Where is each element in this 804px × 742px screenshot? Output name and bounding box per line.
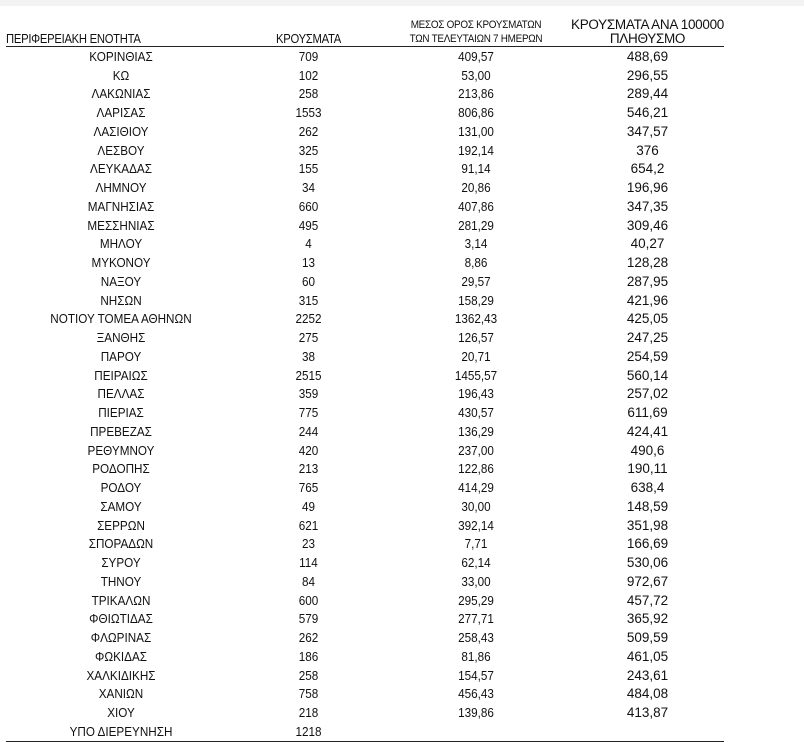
cell-per100k: 530,06 xyxy=(626,555,669,571)
header-per100k-line2: ΠΛΗΘΥΣΜΟ xyxy=(609,31,686,46)
cell-avg7: 29,57 xyxy=(461,273,491,289)
cell-per100k: 509,59 xyxy=(626,630,669,646)
cell-avg7: 1455,57 xyxy=(454,367,498,383)
table-row xyxy=(6,703,724,722)
cell-avg7: 392,14 xyxy=(458,517,494,533)
cell-cases: 315 xyxy=(298,292,319,308)
cell-avg7: 154,57 xyxy=(458,667,494,683)
cell-cases: 775 xyxy=(298,405,319,421)
table-row xyxy=(6,647,724,666)
cell-region: ΞΑΝΘΗΣ xyxy=(96,330,146,346)
cell-region: ΣΑΜΟΥ xyxy=(100,498,142,514)
cell-region: ΛΑΡΙΣΑΣ xyxy=(96,105,146,121)
cell-per100k: 309,46 xyxy=(626,217,669,233)
header-cases: ΚΡΟΥΣΜΑΤΑ xyxy=(275,32,341,46)
table-row xyxy=(6,610,724,629)
cell-per100k: 413,87 xyxy=(626,705,669,721)
table-row xyxy=(6,572,724,591)
table-row xyxy=(6,66,724,85)
cell-region: ΜΥΚΟΝΟΥ xyxy=(91,255,151,271)
table-row xyxy=(6,591,724,610)
cell-region: ΠΕΛΛΑΣ xyxy=(97,386,145,402)
table-row xyxy=(6,628,724,647)
table-row xyxy=(6,535,724,554)
cell-region: ΣΥΡΟΥ xyxy=(101,555,141,571)
cell-per100k: 148,59 xyxy=(626,498,669,514)
cell-per100k: 347,35 xyxy=(626,198,669,214)
cell-per100k: 257,02 xyxy=(626,386,669,402)
cell-region: ΝΟΤΙΟΥ ΤΟΜΕΑ ΑΘΗΝΩΝ xyxy=(50,311,192,327)
cell-per100k: 638,4 xyxy=(630,480,665,496)
cell-region: ΛΑΣΙΘΙΟΥ xyxy=(93,123,149,139)
cell-per100k: 254,59 xyxy=(626,348,669,364)
cell-per100k: 484,08 xyxy=(626,686,669,702)
cell-per100k: 287,95 xyxy=(626,273,669,289)
cell-region: ΥΠΟ ΔΙΕΡΕΥΝΗΣΗ xyxy=(69,723,173,739)
header-avg7-line2: ΤΩΝ ΤΕΛΕΥΤΑΙΩΝ 7 ΗΜΕΡΩΝ xyxy=(409,33,543,45)
cell-cases: 600 xyxy=(298,592,319,608)
cell-avg7: 456,43 xyxy=(458,686,494,702)
cell-region: ΜΑΓΝΗΣΙΑΣ xyxy=(87,198,155,214)
cell-avg7: 192,14 xyxy=(458,142,494,158)
cell-region: ΣΠΟΡΑΔΩΝ xyxy=(88,536,154,552)
cell-per100k: 421,96 xyxy=(626,292,669,308)
cell-avg7: 295,29 xyxy=(458,592,494,608)
cell-per100k: 351,98 xyxy=(626,517,669,533)
cell-per100k: 247,25 xyxy=(626,330,669,346)
table-row xyxy=(6,497,724,516)
table-row xyxy=(6,47,724,66)
cell-avg7: 414,29 xyxy=(458,480,494,496)
cell-per100k: 560,14 xyxy=(626,367,669,383)
cell-avg7: 407,86 xyxy=(458,198,494,214)
cell-cases: 213 xyxy=(298,461,319,477)
cell-cases: 262 xyxy=(298,123,319,139)
cell-region: ΠΕΙΡΑΙΩΣ xyxy=(94,367,148,383)
table-row xyxy=(6,553,724,572)
cell-cases: 258 xyxy=(298,667,319,683)
cell-per100k: 611,69 xyxy=(627,405,668,421)
table-row xyxy=(6,460,724,479)
header-per100k xyxy=(571,18,724,46)
cell-avg7: 126,57 xyxy=(458,330,494,346)
cell-cases: 1553 xyxy=(295,105,322,121)
cell-per100k: 196,96 xyxy=(626,180,669,196)
cell-per100k: 365,92 xyxy=(626,611,669,627)
cell-region: ΡΟΔΟΠΗΣ xyxy=(92,461,150,477)
table-row xyxy=(6,478,724,497)
table-row xyxy=(6,272,724,291)
cell-avg7: 20,86 xyxy=(461,180,491,196)
cell-cases: 102 xyxy=(298,67,319,83)
cell-per100k: 243,61 xyxy=(626,667,669,683)
table-row xyxy=(6,685,724,704)
cell-cases: 186 xyxy=(298,648,319,664)
cell-region: ΦΘΙΩΤΙΔΑΣ xyxy=(89,611,153,627)
header-avg7-line1: ΜΕΣΟΣ ΟΡΟΣ ΚΡΟΥΣΜΑΤΩΝ xyxy=(410,19,542,31)
cell-region: ΧΑΝΙΩΝ xyxy=(98,686,144,702)
cell-cases: 218 xyxy=(298,705,319,721)
cell-per100k: 376 xyxy=(636,142,659,158)
cell-per100k: 166,69 xyxy=(626,536,669,552)
table-row xyxy=(6,441,724,460)
cell-avg7: 213,86 xyxy=(458,86,494,102)
cell-region: ΤΡΙΚΑΛΩΝ xyxy=(91,592,151,608)
cell-per100k: 654,2 xyxy=(630,161,665,177)
cell-region: ΚΟΡΙΝΘΙΑΣ xyxy=(89,48,153,64)
cell-region: ΚΩ xyxy=(112,67,130,83)
cell-region: ΡΕΘΥΜΝΟΥ xyxy=(87,442,155,458)
cell-cases: 2252 xyxy=(295,311,322,327)
cell-avg7: 91,14 xyxy=(461,161,491,177)
cell-avg7: 196,43 xyxy=(458,386,494,402)
cell-avg7: 281,29 xyxy=(458,217,494,233)
cell-avg7: 1362,43 xyxy=(454,311,498,327)
header-avg7 xyxy=(391,18,562,46)
cell-region: ΦΩΚΙΔΑΣ xyxy=(94,648,147,664)
table-body xyxy=(6,47,724,742)
cell-avg7: 62,14 xyxy=(461,555,491,571)
cell-per100k: 40,27 xyxy=(630,236,665,252)
cell-avg7: 237,00 xyxy=(458,442,494,458)
cell-region: ΠΡΕΒΕΖΑΣ xyxy=(90,423,152,439)
table-row xyxy=(6,366,724,385)
cell-per100k: 425,05 xyxy=(626,311,669,327)
table-row xyxy=(6,160,724,179)
cell-avg7: 158,29 xyxy=(458,292,494,308)
cell-cases: 420 xyxy=(298,442,319,458)
cell-per100k: 461,05 xyxy=(626,648,669,664)
cell-cases: 84 xyxy=(301,573,316,589)
cell-cases: 621 xyxy=(298,517,319,533)
table-row xyxy=(6,122,724,141)
top-bar xyxy=(0,0,804,6)
cell-avg7: 30,00 xyxy=(461,498,491,514)
cell-avg7: 277,71 xyxy=(458,611,494,627)
cell-avg7: 131,00 xyxy=(458,123,494,139)
cell-avg7: 806,86 xyxy=(458,105,494,121)
cell-cases: 4 xyxy=(305,236,312,252)
cell-avg7: 430,57 xyxy=(458,405,494,421)
cell-per100k: 424,41 xyxy=(626,423,669,439)
table-row xyxy=(6,235,724,254)
cell-region: ΣΕΡΡΩΝ xyxy=(97,517,145,533)
header-region: ΠΕΡΙΦΕΡΕΙΑΚΗ ΕΝΟΤΗΤΑ xyxy=(6,32,141,46)
cell-cases: 359 xyxy=(298,386,319,402)
cell-avg7: 53,00 xyxy=(461,67,491,83)
cell-region: ΛΑΚΩΝΙΑΣ xyxy=(91,86,151,102)
cell-region: ΜΕΣΣΗΝΙΑΣ xyxy=(87,217,155,233)
cell-avg7: 3,14 xyxy=(464,236,488,252)
cell-cases: 325 xyxy=(298,142,319,158)
cell-avg7: 258,43 xyxy=(458,630,494,646)
table-row xyxy=(6,253,724,272)
cell-region: ΜΗΛΟΥ xyxy=(99,236,143,252)
table-row xyxy=(6,516,724,535)
cell-cases: 258 xyxy=(298,86,319,102)
cell-cases: 495 xyxy=(298,217,319,233)
cell-avg7: 139,86 xyxy=(458,705,494,721)
cell-cases: 49 xyxy=(301,498,316,514)
cell-per100k: 347,57 xyxy=(626,123,669,139)
cases-table xyxy=(6,10,724,742)
cell-region: ΧΙΟΥ xyxy=(107,705,135,721)
cell-per100k: 296,55 xyxy=(626,67,669,83)
table-row xyxy=(6,216,724,235)
cell-per100k: 289,44 xyxy=(626,86,669,102)
cell-cases: 38 xyxy=(301,348,316,364)
cell-region: ΤΗΝΟΥ xyxy=(100,573,142,589)
cell-avg7: 8,86 xyxy=(464,255,488,271)
header-per100k-line1: ΚΡΟΥΣΜΑΤΑ ΑΝΑ 100000 xyxy=(571,17,724,32)
cell-cases: 758 xyxy=(298,686,319,702)
cell-cases: 1218 xyxy=(295,723,322,739)
cell-cases: 660 xyxy=(298,198,319,214)
cell-avg7: 20,71 xyxy=(461,348,491,364)
cell-region: ΦΛΩΡΙΝΑΣ xyxy=(90,630,152,646)
cell-avg7: 122,86 xyxy=(458,461,494,477)
table-row xyxy=(6,666,724,685)
cell-cases: 114 xyxy=(299,555,318,571)
table-row xyxy=(6,103,724,122)
cell-region: ΠΙΕΡΙΑΣ xyxy=(98,405,144,421)
cell-avg7: 33,00 xyxy=(461,573,491,589)
cell-region: ΛΗΜΝΟΥ xyxy=(95,180,147,196)
table-row xyxy=(6,403,724,422)
cell-cases: 244 xyxy=(298,423,319,439)
cell-avg7: 7,71 xyxy=(464,536,488,552)
cell-cases: 579 xyxy=(298,611,319,627)
cell-cases: 275 xyxy=(298,330,319,346)
cell-cases: 262 xyxy=(298,630,319,646)
cell-region: ΠΑΡΟΥ xyxy=(100,348,142,364)
cell-per100k: 488,69 xyxy=(626,48,669,64)
cell-avg7: 81,86 xyxy=(461,648,491,664)
table-row xyxy=(6,291,724,310)
cell-cases: 2515 xyxy=(295,367,322,383)
cell-region: ΛΕΣΒΟΥ xyxy=(97,142,145,158)
cell-per100k: 546,21 xyxy=(626,105,669,121)
table-row xyxy=(6,197,724,216)
cell-per100k: 972,67 xyxy=(626,573,669,589)
cell-region: ΝΑΞΟΥ xyxy=(100,273,142,289)
cell-region: ΡΟΔΟΥ xyxy=(100,480,142,496)
cell-cases: 23 xyxy=(301,536,316,552)
cell-per100k: 190,11 xyxy=(627,461,668,477)
cell-cases: 34 xyxy=(301,180,316,196)
cell-cases: 709 xyxy=(298,48,319,64)
cell-region: ΝΗΣΩΝ xyxy=(100,292,142,308)
cell-avg7: 409,57 xyxy=(458,48,494,64)
table-row xyxy=(6,85,724,104)
cell-per100k: 490,6 xyxy=(630,442,665,458)
table-header xyxy=(6,10,724,47)
cell-avg7: 136,29 xyxy=(458,423,494,439)
cell-cases: 765 xyxy=(298,480,319,496)
cell-cases: 13 xyxy=(301,255,316,271)
table-row xyxy=(6,328,724,347)
table-row xyxy=(6,422,724,441)
cell-per100k: 128,28 xyxy=(626,255,669,271)
table-row xyxy=(6,347,724,366)
cell-cases: 155 xyxy=(298,161,319,177)
cell-region: ΧΑΛΚΙΔΙΚΗΣ xyxy=(86,667,156,683)
table-row xyxy=(6,310,724,329)
cell-per100k: 457,72 xyxy=(626,592,669,608)
cell-cases: 60 xyxy=(301,273,316,289)
cell-region: ΛΕΥΚΑΔΑΣ xyxy=(90,161,152,177)
table-row xyxy=(6,141,724,160)
table-row xyxy=(6,385,724,404)
table-row xyxy=(6,178,724,197)
